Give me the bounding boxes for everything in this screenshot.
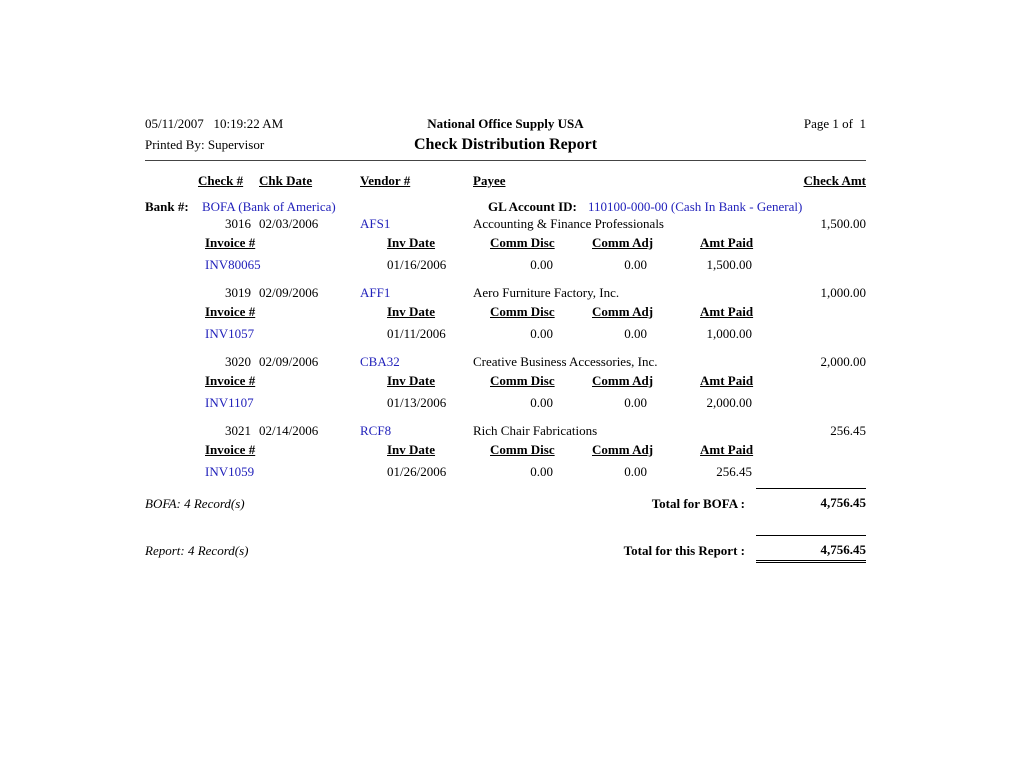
vendor-number[interactable]: CBA32 [360,354,400,369]
comm-adj-value: 0.00 [624,326,647,341]
invoice-header-row [145,372,866,390]
check-row [145,215,866,233]
comm-disc-value: 0.00 [530,257,553,272]
col-invoice-no: Invoice # [205,304,256,319]
invoice-header-row [145,303,866,321]
invoice-row [145,394,866,412]
col-invoice-no: Invoice # [205,442,256,457]
col-vendor-no: Vendor # [360,173,411,188]
invoice-number[interactable]: INV80065 [205,257,261,272]
invoice-row [145,325,866,343]
check-row [145,353,866,371]
bank-row [145,198,866,216]
comm-disc-value: 0.00 [530,326,553,341]
invoice-row [145,256,866,274]
invoice-date: 01/16/2006 [387,257,447,272]
report-total-row [145,542,866,560]
col-amt-paid: Amt Paid [700,373,754,388]
bank-total-row [145,495,866,513]
comm-adj-value: 0.00 [624,257,647,272]
amt-paid-value: 1,500.00 [706,257,752,272]
amt-paid-value: 2,000.00 [706,395,752,410]
report-total-label: Total for this Report : [623,543,745,558]
comm-adj-value: 0.00 [624,464,647,479]
comm-disc-value: 0.00 [530,395,553,410]
check-number: 3019 [225,285,251,300]
col-payee: Payee [473,173,506,188]
invoice-header-row [145,234,866,252]
col-comm-adj: Comm Adj [592,373,654,388]
gl-account-label: GL Account ID: [488,199,577,214]
comm-adj-value: 0.00 [624,395,647,410]
invoice-row [145,463,866,481]
report-datetime: 05/11/2007 10:19:22 AM [145,116,284,131]
check-date: 02/03/2006 [259,216,319,231]
report-title: Check Distribution Report [413,136,598,153]
col-comm-adj: Comm Adj [592,235,654,250]
header-divider [145,160,866,161]
payee-name: Aero Furniture Factory, Inc. [473,285,620,300]
check-number: 3016 [225,216,251,231]
check-date: 02/09/2006 [259,354,319,369]
gl-account-value[interactable]: 110100-000-00 (Cash In Bank - General) [588,199,803,214]
amt-paid-value: 256.45 [716,464,752,479]
invoice-header-row [145,441,866,459]
col-check-amt: Check Amt [803,173,866,188]
col-comm-disc: Comm Disc [490,304,555,319]
vendor-number[interactable]: RCF8 [360,423,392,438]
col-amt-paid: Amt Paid [700,235,754,250]
vendor-number[interactable]: AFF1 [360,285,391,300]
check-amount: 1,500.00 [820,216,866,231]
table-header-row [145,172,866,190]
check-row [145,284,866,302]
payee-name: Rich Chair Fabrications [473,423,598,438]
col-comm-disc: Comm Disc [490,442,555,457]
check-amount: 1,000.00 [820,285,866,300]
col-check-no: Check # [198,173,244,188]
invoice-number[interactable]: INV1057 [205,326,255,341]
col-inv-date: Inv Date [387,442,436,457]
bank-record-count: BOFA: 4 Record(s) [145,496,245,511]
bank-number-value[interactable]: BOFA (Bank of America) [202,199,336,214]
check-number: 3020 [225,354,251,369]
bank-total-label: Total for BOFA : [651,496,745,511]
check-date: 02/14/2006 [259,423,319,438]
col-chk-date: Chk Date [259,173,313,188]
check-row [145,422,866,440]
col-comm-adj: Comm Adj [592,442,654,457]
invoice-date: 01/26/2006 [387,464,447,479]
col-amt-paid: Amt Paid [700,304,754,319]
col-inv-date: Inv Date [387,235,436,250]
amt-paid-value: 1,000.00 [706,326,752,341]
payee-name: Creative Business Accessories, Inc. [473,354,658,369]
col-comm-adj: Comm Adj [592,304,654,319]
check-date: 02/09/2006 [259,285,319,300]
payee-name: Accounting & Finance Professionals [473,216,664,231]
invoice-number[interactable]: INV1059 [205,464,255,479]
report-total-amount: 4,756.45 [756,535,866,563]
report-page [145,110,866,670]
invoice-date: 01/13/2006 [387,395,447,410]
printed-by: Printed By: Supervisor [145,137,265,152]
report-header-row2 [145,134,866,156]
report-header-row1 [145,115,866,133]
company-name: National Office Supply USA [427,116,584,131]
col-amt-paid: Amt Paid [700,442,754,457]
bank-number-label: Bank #: [145,199,189,214]
check-number: 3021 [225,423,251,438]
vendor-number[interactable]: AFS1 [360,216,391,231]
check-amount: 256.45 [830,423,866,438]
report-record-count: Report: 4 Record(s) [145,543,249,558]
col-comm-disc: Comm Disc [490,235,555,250]
bank-total-amount: 4,756.45 [756,488,866,512]
col-inv-date: Inv Date [387,304,436,319]
check-amount: 2,000.00 [820,354,866,369]
col-invoice-no: Invoice # [205,373,256,388]
col-comm-disc: Comm Disc [490,373,555,388]
col-invoice-no: Invoice # [205,235,256,250]
invoice-number[interactable]: INV1107 [205,395,254,410]
page-indicator: Page 1 of 1 [803,116,866,131]
comm-disc-value: 0.00 [530,464,553,479]
invoice-date: 01/11/2006 [387,326,446,341]
col-inv-date: Inv Date [387,373,436,388]
